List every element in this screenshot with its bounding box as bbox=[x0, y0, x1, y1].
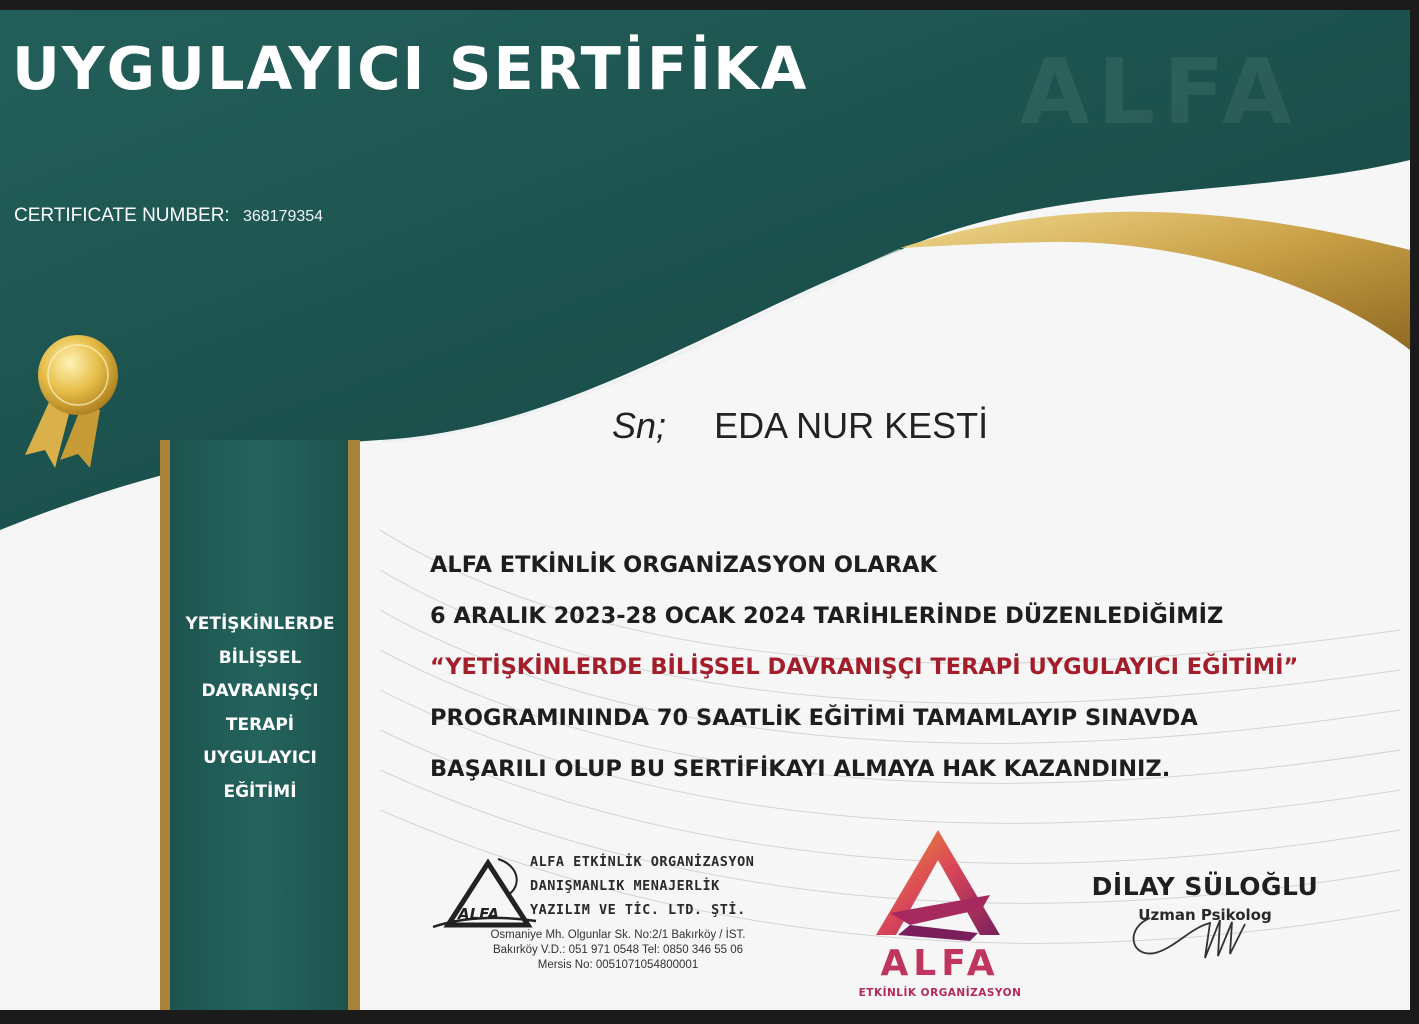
ribbon-line: YETİŞKİNLERDE bbox=[185, 614, 335, 634]
ribbon-line: BİLİŞSEL bbox=[218, 647, 302, 668]
signatory bbox=[1070, 868, 1340, 978]
stamp-org bbox=[530, 850, 790, 922]
signatory-name: DİLAY SÜLOĞLU bbox=[1091, 872, 1319, 901]
signature-icon bbox=[1120, 898, 1270, 968]
stamp-address-line: Bakırköy V.D.: 051 971 0548 Tel: 0850 346 55 06 bbox=[493, 944, 743, 956]
ribbon-line: TERAPİ bbox=[225, 714, 295, 735]
certificate-number bbox=[14, 205, 323, 227]
certificate-title: UYGULAYICI SERTİFİKA bbox=[12, 34, 809, 103]
body-line-4: PROGRAMININDA 70 SAATLİK EĞİTİMİ TAMAMLAYIP SINAVDA bbox=[430, 705, 1198, 731]
body-line-1: ALFA ETKİNLİK ORGANİZASYON OLARAK bbox=[430, 552, 937, 578]
company-stamp bbox=[428, 850, 788, 980]
stamp-line: ALFA ETKİNLİK ORGANİZASYON bbox=[530, 854, 755, 870]
body-line-course: “YETİŞKİNLERDE BİLİŞSEL DAVRANIŞÇI TERAPİ UYGULAYICI EĞİTİMİ” bbox=[430, 654, 1299, 680]
ribbon-course-title bbox=[170, 608, 350, 809]
stamp-line: YAZILIM VE TİC. LTD. ŞTİ. bbox=[530, 902, 746, 918]
signatory-role: Uzman Psikolog bbox=[1138, 906, 1272, 924]
stamp-address-line: Osmaniye Mh. Olgunlar Sk. No:2/1 Bakırköy / İST. bbox=[490, 929, 746, 941]
certificate-number-label: CERTIFICATE NUMBER: bbox=[14, 205, 230, 226]
recipient-name: EDA NUR KESTİ bbox=[714, 405, 989, 446]
certificate bbox=[0, 10, 1410, 1010]
stamp-address-line: Mersis No: 0051071054800001 bbox=[537, 959, 699, 971]
watermark-logo: ALFA bbox=[1020, 40, 1300, 145]
recipient-prefix: Sn; bbox=[612, 405, 667, 446]
recipient bbox=[612, 405, 988, 447]
ribbon-line: DAVRANIŞÇI bbox=[201, 681, 319, 701]
stamp-triangle-icon bbox=[428, 855, 538, 935]
stamp-address bbox=[448, 928, 788, 973]
stamp-logo-text: ALFA bbox=[458, 905, 500, 923]
certificate-number-value: 368179354 bbox=[242, 208, 324, 225]
body-line-2: 6 ARALIK 2023-28 OCAK 2024 TARİHLERİNDE DÜZENLEDİĞİMİZ bbox=[430, 603, 1224, 629]
stamp-line: DANIŞMANLIK MENAJERLİK bbox=[530, 878, 720, 894]
certificate-body bbox=[430, 540, 1400, 795]
ribbon-line: UYGULAYICI bbox=[203, 748, 317, 768]
ribbon-line: EĞİTİMİ bbox=[223, 781, 297, 802]
alfa-logo-subtitle: ETKİNLİK ORGANİZASYON bbox=[858, 987, 1022, 999]
alfa-triangle-icon bbox=[850, 825, 1030, 945]
alfa-logo-brand: ALFA bbox=[880, 943, 1000, 984]
body-line-5: BAŞARILI OLUP BU SERTİFİKAYI ALMAYA HAK KAZANDINIZ. bbox=[430, 756, 1171, 782]
alfa-logo bbox=[850, 825, 1030, 1000]
